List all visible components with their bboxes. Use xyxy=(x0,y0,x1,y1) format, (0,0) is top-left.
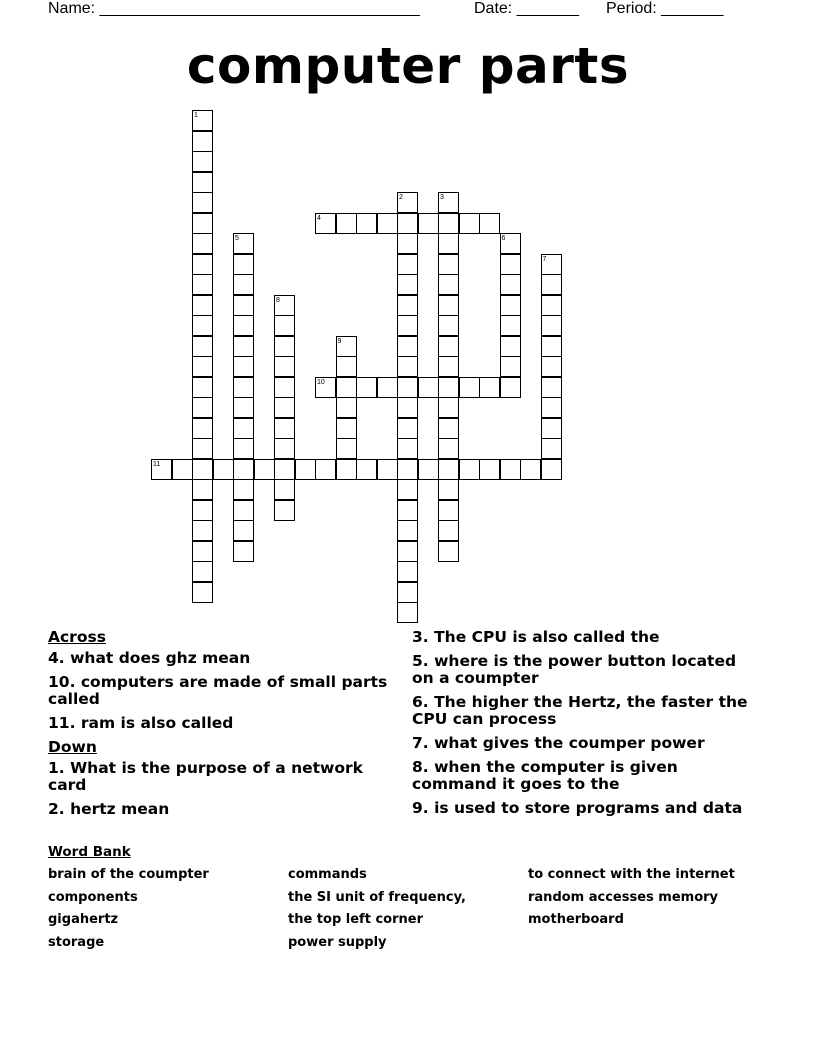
crossword-cell[interactable] xyxy=(274,459,295,480)
word-bank-item: commands xyxy=(288,867,367,882)
crossword-cell[interactable] xyxy=(541,397,562,418)
crossword-cell[interactable] xyxy=(315,459,336,480)
crossword-cell[interactable] xyxy=(397,356,418,377)
crossword-cell[interactable] xyxy=(438,356,459,377)
crossword-cell[interactable] xyxy=(397,520,418,541)
crossword-cell[interactable] xyxy=(397,274,418,295)
crossword-cell[interactable] xyxy=(192,254,213,275)
crossword-cell[interactable] xyxy=(233,274,254,295)
crossword-cell[interactable] xyxy=(336,459,357,480)
crossword-cell[interactable] xyxy=(541,459,562,480)
clue-down-3 xyxy=(412,629,752,646)
crossword-cell[interactable] xyxy=(192,582,213,603)
crossword-cell[interactable] xyxy=(192,192,213,213)
crossword-cell[interactable] xyxy=(397,377,418,398)
word-bank-item: the SI unit of frequency, xyxy=(288,890,466,905)
clue-down-2 xyxy=(48,801,388,818)
clue-number: 6. xyxy=(412,693,429,711)
crossword-cell[interactable] xyxy=(233,500,254,521)
clues-left-column xyxy=(48,629,388,825)
down-heading: Down xyxy=(48,738,97,756)
crossword-cell[interactable] xyxy=(192,479,213,500)
crossword-cell[interactable] xyxy=(397,233,418,254)
crossword-cell[interactable] xyxy=(336,213,357,234)
crossword-cell[interactable] xyxy=(274,295,295,316)
crossword-cell[interactable] xyxy=(192,459,213,480)
crossword-cell[interactable] xyxy=(192,131,213,152)
crossword-cell[interactable] xyxy=(274,315,295,336)
crossword-cell[interactable] xyxy=(274,336,295,357)
clue-number-label: 9 xyxy=(337,337,342,345)
crossword-cell[interactable] xyxy=(192,500,213,521)
clues-right-column xyxy=(412,629,752,824)
crossword-cell[interactable] xyxy=(336,336,357,357)
crossword-cell[interactable] xyxy=(500,377,521,398)
crossword-cell[interactable] xyxy=(397,459,418,480)
crossword-cell[interactable] xyxy=(356,459,377,480)
crossword-cell[interactable] xyxy=(233,541,254,562)
crossword-cell[interactable] xyxy=(397,500,418,521)
crossword-cell[interactable] xyxy=(541,356,562,377)
date-field: Date: _______ xyxy=(474,0,579,17)
crossword-cell[interactable] xyxy=(233,418,254,439)
crossword-cell[interactable] xyxy=(541,377,562,398)
crossword-cell[interactable] xyxy=(438,295,459,316)
clue-number-label: 5 xyxy=(235,235,239,242)
crossword-cell[interactable] xyxy=(500,315,521,336)
crossword-cell[interactable] xyxy=(541,336,562,357)
crossword-cell[interactable] xyxy=(418,459,439,480)
crossword-cell[interactable] xyxy=(233,336,254,357)
crossword-cell[interactable] xyxy=(541,254,562,275)
crossword-cell[interactable] xyxy=(233,356,254,377)
crossword-cell[interactable] xyxy=(438,438,459,459)
clue-number-label: 3 xyxy=(440,194,444,201)
clue-number-label: 1 xyxy=(194,112,198,119)
crossword-cell[interactable] xyxy=(192,151,213,172)
crossword-cell[interactable] xyxy=(192,377,213,398)
crossword-cell[interactable] xyxy=(274,356,295,377)
crossword-cell[interactable] xyxy=(192,172,213,193)
clue-text: What is the purpose of a network card xyxy=(48,759,363,794)
crossword-cell[interactable] xyxy=(377,377,398,398)
crossword-cell[interactable] xyxy=(233,254,254,275)
crossword-cell[interactable] xyxy=(192,520,213,541)
crossword-cell[interactable] xyxy=(438,418,459,439)
clue-down-1 xyxy=(48,760,388,794)
clue-text: computers are made of small parts called xyxy=(48,673,388,708)
across-heading: Across xyxy=(48,628,106,646)
clue-number-label: 8 xyxy=(276,296,280,304)
clue-text: what does ghz mean xyxy=(64,649,251,667)
crossword-cell[interactable] xyxy=(233,397,254,418)
clue-number-label: 4 xyxy=(317,214,321,222)
crossword-cell[interactable] xyxy=(438,397,459,418)
word-bank-item: random accesses memory xyxy=(528,890,719,905)
crossword-cell[interactable] xyxy=(233,479,254,500)
crossword-cell[interactable] xyxy=(192,233,213,254)
crossword-cell[interactable] xyxy=(213,459,234,480)
crossword-cell[interactable] xyxy=(541,438,562,459)
crossword-cell[interactable] xyxy=(397,602,418,623)
clue-number-label: 10 xyxy=(317,378,325,386)
crossword-cell[interactable] xyxy=(274,479,295,500)
crossword-cell[interactable] xyxy=(233,438,254,459)
crossword-cell[interactable] xyxy=(438,459,459,480)
crossword-cell[interactable] xyxy=(438,500,459,521)
crossword-cell[interactable] xyxy=(438,520,459,541)
crossword-cell[interactable] xyxy=(418,213,439,234)
crossword-cell[interactable] xyxy=(192,356,213,377)
crossword-cell[interactable] xyxy=(541,274,562,295)
page-title: computer parts xyxy=(186,37,630,95)
crossword-cell[interactable] xyxy=(274,500,295,521)
clue-text: ram is also called xyxy=(75,714,234,732)
crossword-cell[interactable] xyxy=(233,315,254,336)
crossword-cell[interactable] xyxy=(192,561,213,582)
crossword-cell[interactable] xyxy=(459,377,480,398)
crossword-cell[interactable] xyxy=(397,295,418,316)
crossword-cell[interactable] xyxy=(397,192,418,213)
crossword-cell[interactable] xyxy=(192,418,213,439)
clue-text: where is the power button located on a coumpter xyxy=(412,652,737,687)
crossword-cell[interactable] xyxy=(192,336,213,357)
crossword-cell[interactable] xyxy=(500,274,521,295)
clue-text: The CPU is also called the xyxy=(428,628,660,646)
crossword-cell[interactable] xyxy=(500,295,521,316)
crossword-cell[interactable] xyxy=(274,438,295,459)
crossword-cell[interactable] xyxy=(459,459,480,480)
crossword-cell[interactable] xyxy=(233,459,254,480)
crossword-cell[interactable] xyxy=(438,192,459,213)
crossword-cell[interactable] xyxy=(397,213,418,234)
crossword-cell[interactable] xyxy=(336,438,357,459)
crossword-cell[interactable] xyxy=(397,418,418,439)
crossword-cell[interactable] xyxy=(397,336,418,357)
crossword-cell[interactable] xyxy=(274,418,295,439)
clue-number-label: 11 xyxy=(153,460,161,468)
crossword-cell[interactable] xyxy=(274,377,295,398)
clue-number: 7. xyxy=(412,734,429,752)
crossword-cell[interactable] xyxy=(438,254,459,275)
crossword-cell[interactable] xyxy=(172,459,193,480)
crossword-cell[interactable] xyxy=(233,377,254,398)
crossword-cell[interactable] xyxy=(438,315,459,336)
word-bank-item: power supply xyxy=(288,935,387,950)
crossword-cell[interactable] xyxy=(254,459,275,480)
crossword-cell[interactable] xyxy=(192,213,213,234)
clue-text: The higher the Hertz, the faster the CPU can process xyxy=(412,693,748,728)
clue-number-label: 2 xyxy=(399,194,403,201)
crossword-cell[interactable] xyxy=(541,418,562,439)
clue-number-label: 7 xyxy=(542,255,547,263)
crossword-cell[interactable] xyxy=(438,336,459,357)
word-bank-item: brain of the coumpter xyxy=(48,867,209,882)
crossword-cell[interactable] xyxy=(151,459,172,480)
clue-number: 1. xyxy=(48,759,65,777)
crossword-cell[interactable] xyxy=(233,520,254,541)
crossword-cell[interactable] xyxy=(192,110,213,131)
crossword-cell[interactable] xyxy=(479,213,500,234)
crossword-cell[interactable] xyxy=(397,397,418,418)
crossword-cell[interactable] xyxy=(192,541,213,562)
clue-text: when the computer is given command it goes to the xyxy=(412,758,678,793)
clue-down-7 xyxy=(412,735,752,752)
clue-number: 4. xyxy=(48,649,65,667)
clue-number: 10. xyxy=(48,673,76,691)
crossword-cell[interactable] xyxy=(233,233,254,254)
crossword-cell[interactable] xyxy=(274,397,295,418)
clue-number-label: 6 xyxy=(501,235,506,242)
crossword-cell[interactable] xyxy=(438,479,459,500)
crossword-cell[interactable] xyxy=(192,295,213,316)
crossword-cell[interactable] xyxy=(356,377,377,398)
crossword-cell[interactable] xyxy=(541,295,562,316)
crossword-cell[interactable] xyxy=(336,356,357,377)
crossword-cell[interactable] xyxy=(397,561,418,582)
word-bank-item: storage xyxy=(48,935,105,950)
clue-number: 2. xyxy=(48,800,65,818)
clue-across-4 xyxy=(48,650,388,667)
crossword-cell[interactable] xyxy=(459,213,480,234)
period-field: Period: _______ xyxy=(606,0,724,17)
clue-down-5 xyxy=(412,653,752,687)
clue-across-11 xyxy=(48,715,388,732)
crossword-cell[interactable] xyxy=(192,438,213,459)
crossword-cell[interactable] xyxy=(192,315,213,336)
crossword-cell[interactable] xyxy=(356,213,377,234)
clue-down-6 xyxy=(412,694,752,728)
crossword-cell[interactable] xyxy=(500,233,521,254)
clue-down-9 xyxy=(412,800,752,817)
crossword-cell[interactable] xyxy=(336,418,357,439)
crossword-cell[interactable] xyxy=(438,541,459,562)
crossword-cell[interactable] xyxy=(192,274,213,295)
crossword-cell[interactable] xyxy=(377,213,398,234)
crossword-cell[interactable] xyxy=(541,315,562,336)
crossword-cell[interactable] xyxy=(438,213,459,234)
crossword-cell[interactable] xyxy=(397,438,418,459)
crossword-cell[interactable] xyxy=(397,254,418,275)
crossword-cell[interactable] xyxy=(500,356,521,377)
crossword-cell[interactable] xyxy=(233,295,254,316)
crossword-cell[interactable] xyxy=(520,459,541,480)
crossword-cell[interactable] xyxy=(315,377,336,398)
crossword-cell[interactable] xyxy=(438,233,459,254)
word-bank-heading: Word Bank xyxy=(48,844,131,860)
clue-number: 3. xyxy=(412,628,429,646)
word-bank-item: the top left corner xyxy=(288,912,423,927)
clue-number: 9. xyxy=(412,799,429,817)
clue-text: what gives the coumper power xyxy=(428,734,705,752)
clue-text: hertz mean xyxy=(64,800,170,818)
crossword-cell[interactable] xyxy=(479,459,500,480)
word-bank-item: motherboard xyxy=(528,912,624,927)
crossword-cell[interactable] xyxy=(500,459,521,480)
crossword-cell[interactable] xyxy=(295,459,316,480)
crossword-cell[interactable] xyxy=(397,479,418,500)
clue-number: 11. xyxy=(48,714,76,732)
crossword-cell[interactable] xyxy=(336,397,357,418)
clue-down-8 xyxy=(412,759,752,793)
crossword-cell[interactable] xyxy=(438,377,459,398)
clue-across-10 xyxy=(48,674,388,708)
crossword-cell[interactable] xyxy=(418,377,439,398)
crossword-cell[interactable] xyxy=(315,213,336,234)
crossword-cell[interactable] xyxy=(336,377,357,398)
crossword-cell[interactable] xyxy=(397,582,418,603)
crossword-cell[interactable] xyxy=(397,315,418,336)
clue-number: 5. xyxy=(412,652,429,670)
clue-text: is used to store programs and data xyxy=(428,799,743,817)
word-bank-item: components xyxy=(48,890,138,905)
crossword-cell[interactable] xyxy=(500,336,521,357)
crossword-cell[interactable] xyxy=(397,541,418,562)
word-bank-item: gigahertz xyxy=(48,912,119,927)
crossword-cell[interactable] xyxy=(192,397,213,418)
crossword-cell[interactable] xyxy=(479,377,500,398)
word-bank-item: to connect with the internet xyxy=(528,867,735,882)
crossword-cell[interactable] xyxy=(500,254,521,275)
clue-number: 8. xyxy=(412,758,429,776)
name-field: Name: ____________________________________ xyxy=(48,0,420,17)
crossword-cell[interactable] xyxy=(438,274,459,295)
crossword-cell[interactable] xyxy=(377,459,398,480)
